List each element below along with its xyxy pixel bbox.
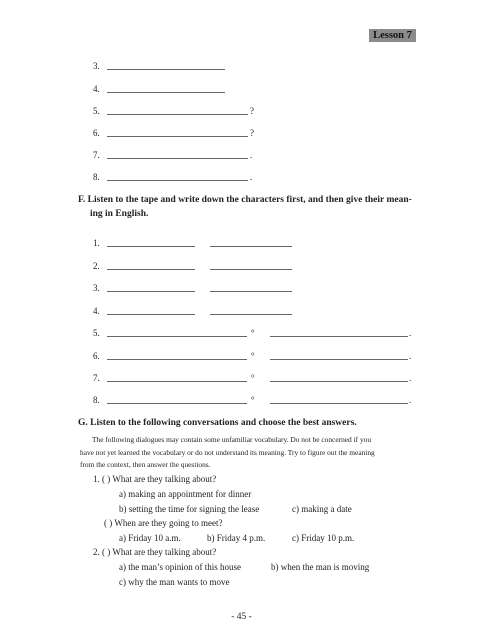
- item-number: 6.: [93, 351, 100, 361]
- question-1-followup: ( ) When are they going to meet?: [104, 518, 223, 528]
- answer-blank[interactable]: [107, 136, 248, 137]
- item-number: 4.: [93, 306, 100, 316]
- section-f-title-line: ing in English.: [90, 209, 149, 219]
- item-number: 7.: [93, 373, 100, 383]
- instructions-line: The following dialogues may contain some unfamiliar vocabulary. Do not be concerned if you: [92, 435, 372, 444]
- section-g-title: G. Listen to the following conversations and choose the best answers.: [78, 418, 357, 428]
- question-1: 1. ( ) What are they talking about?: [93, 474, 217, 484]
- option-1b[interactable]: b) setting the time for signing the lease: [119, 504, 260, 514]
- meaning-blank[interactable]: [210, 246, 292, 247]
- meaning-blank[interactable]: [270, 359, 408, 360]
- item-number: 5.: [93, 106, 100, 116]
- period: .: [409, 395, 412, 405]
- characters-blank[interactable]: [107, 246, 195, 247]
- characters-blank[interactable]: [107, 381, 247, 382]
- chinese-period-mark: °: [251, 351, 255, 361]
- chinese-period-mark: °: [251, 395, 255, 405]
- meaning-blank[interactable]: [210, 314, 292, 315]
- meaning-blank[interactable]: [210, 269, 292, 270]
- option-1-followup-c[interactable]: c) Friday 10 p.m.: [292, 533, 355, 543]
- period: .: [409, 328, 412, 338]
- question-mark: ?: [250, 106, 254, 116]
- instructions-line: from the context, then answer the questions.: [80, 460, 211, 469]
- answer-blank[interactable]: [107, 158, 248, 159]
- item-number: 7.: [93, 150, 100, 160]
- instructions-line: have not yet learned the vocabulary or do not understand its meaning. Try to figure out the meaning: [80, 447, 375, 457]
- option-2b[interactable]: b) when the man is moving: [271, 562, 370, 572]
- characters-blank[interactable]: [107, 403, 247, 404]
- item-number: 5.: [93, 328, 100, 338]
- answer-blank[interactable]: [107, 180, 248, 181]
- chinese-period-mark: °: [251, 328, 255, 338]
- section-f-title-line: F. Listen to the tape and write down the characters first, and then give their mean-: [78, 195, 412, 205]
- characters-blank[interactable]: [107, 359, 247, 360]
- item-number: 3.: [93, 61, 100, 71]
- characters-blank[interactable]: [107, 291, 195, 292]
- section-f-title: [78, 193, 418, 221]
- lesson-label: Lesson 7: [369, 29, 416, 42]
- item-number: 8.: [93, 395, 100, 405]
- meaning-blank[interactable]: [270, 403, 408, 404]
- option-2a[interactable]: a) the man’s opinion of this house: [119, 562, 241, 572]
- period: .: [250, 172, 253, 182]
- answer-blank[interactable]: [107, 69, 225, 70]
- item-number: 2.: [93, 261, 100, 271]
- period: .: [250, 150, 253, 160]
- page-number: - 45 -: [231, 612, 252, 622]
- meaning-blank[interactable]: [270, 336, 408, 337]
- section-g-instructions: [80, 434, 418, 472]
- characters-blank[interactable]: [107, 336, 247, 337]
- answer-blank[interactable]: [107, 92, 225, 93]
- characters-blank[interactable]: [107, 269, 195, 270]
- period: .: [409, 373, 412, 383]
- item-number: 6.: [93, 128, 100, 138]
- meaning-blank[interactable]: [270, 381, 408, 382]
- chinese-period-mark: °: [251, 373, 255, 383]
- option-1c[interactable]: c) making a date: [292, 504, 352, 514]
- item-number: 1.: [93, 238, 100, 248]
- option-1-followup-a[interactable]: a) Friday 10 a.m.: [119, 533, 181, 543]
- meaning-blank[interactable]: [210, 291, 292, 292]
- option-1-followup-b[interactable]: b) Friday 4 p.m.: [207, 533, 266, 543]
- item-number: 3.: [93, 283, 100, 293]
- period: .: [409, 351, 412, 361]
- answer-blank[interactable]: [107, 114, 248, 115]
- question-mark: ?: [250, 128, 254, 138]
- item-number: 4.: [93, 84, 100, 94]
- item-number: 8.: [93, 172, 100, 182]
- option-2c[interactable]: c) why the man wants to move: [119, 577, 230, 587]
- characters-blank[interactable]: [107, 314, 195, 315]
- question-2: 2. ( ) What are they talking about?: [93, 547, 217, 557]
- option-1a[interactable]: a) making an appointment for dinner: [119, 489, 252, 499]
